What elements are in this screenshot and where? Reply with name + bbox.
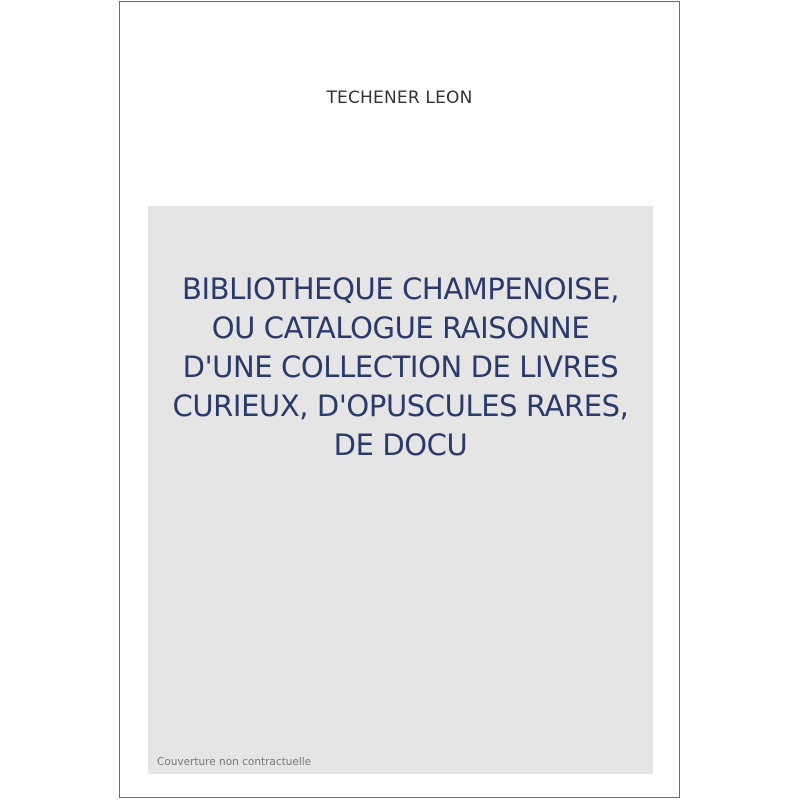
author-name: TECHENER LEON xyxy=(326,88,473,108)
book-cover xyxy=(119,1,680,798)
title-panel xyxy=(148,206,653,774)
book-title: BIBLIOTHEQUE CHAMPENOISE, OU CATALOGUE RAISONNE D'UNE COLLECTION DE LIVRES CURIEUX, D'OPUSCULES RARES, DE DOCU xyxy=(172,272,629,462)
cover-disclaimer: Couverture non contractuelle xyxy=(157,756,312,768)
